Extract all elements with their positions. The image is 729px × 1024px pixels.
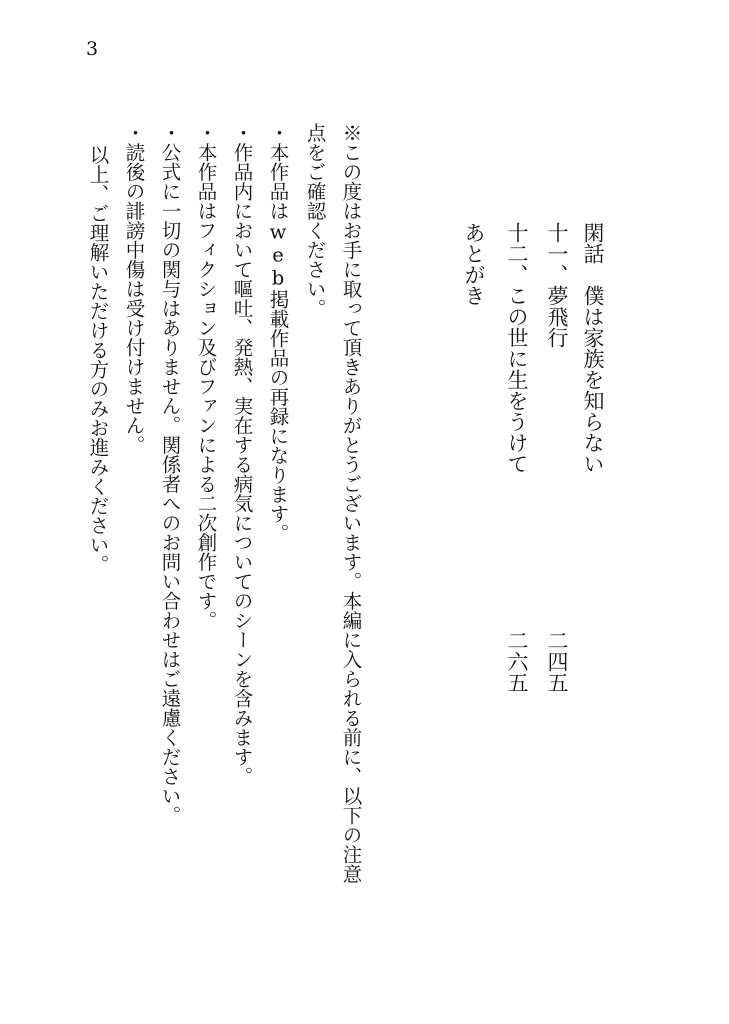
toc-entry-title: 十一、夢飛行 (545, 222, 569, 348)
toc-entry-page: 二四五 (545, 630, 569, 693)
page-number: 3 (86, 38, 99, 60)
toc-entry-page: 二六五 (505, 630, 529, 693)
notice-line: ・作品内において嘔吐、発熱、実在する病気についてのシーンを含みます。 (230, 123, 254, 786)
notice-line: ・読後の誹謗中傷は受け付けません。 (122, 123, 146, 455)
notice-line: 以上、ご理解いただける方のみお進みください。 (86, 145, 110, 574)
notice-line: 点をご確認ください。 (303, 123, 327, 318)
notice-line: ※この度はお手に取って頂きありがとうございます。本編に入られる前に、以下の注意 (339, 123, 363, 884)
toc-entry-title: 閑話 僕は家族を知らない (581, 222, 605, 474)
notice-line: ・本作品はフィクション及びファンによる二次創作です。 (194, 123, 218, 630)
toc-entry-title: 十二、この世に生をうけて (505, 222, 529, 474)
notice-line: ・本作品はweb掲載作品の再録になります。 (266, 123, 290, 543)
toc-entry-title: あとがき (462, 222, 486, 306)
notice-line: ・公式に一切の関与はありません。関係者へのお問い合わせはご遠慮ください。 (158, 123, 182, 825)
